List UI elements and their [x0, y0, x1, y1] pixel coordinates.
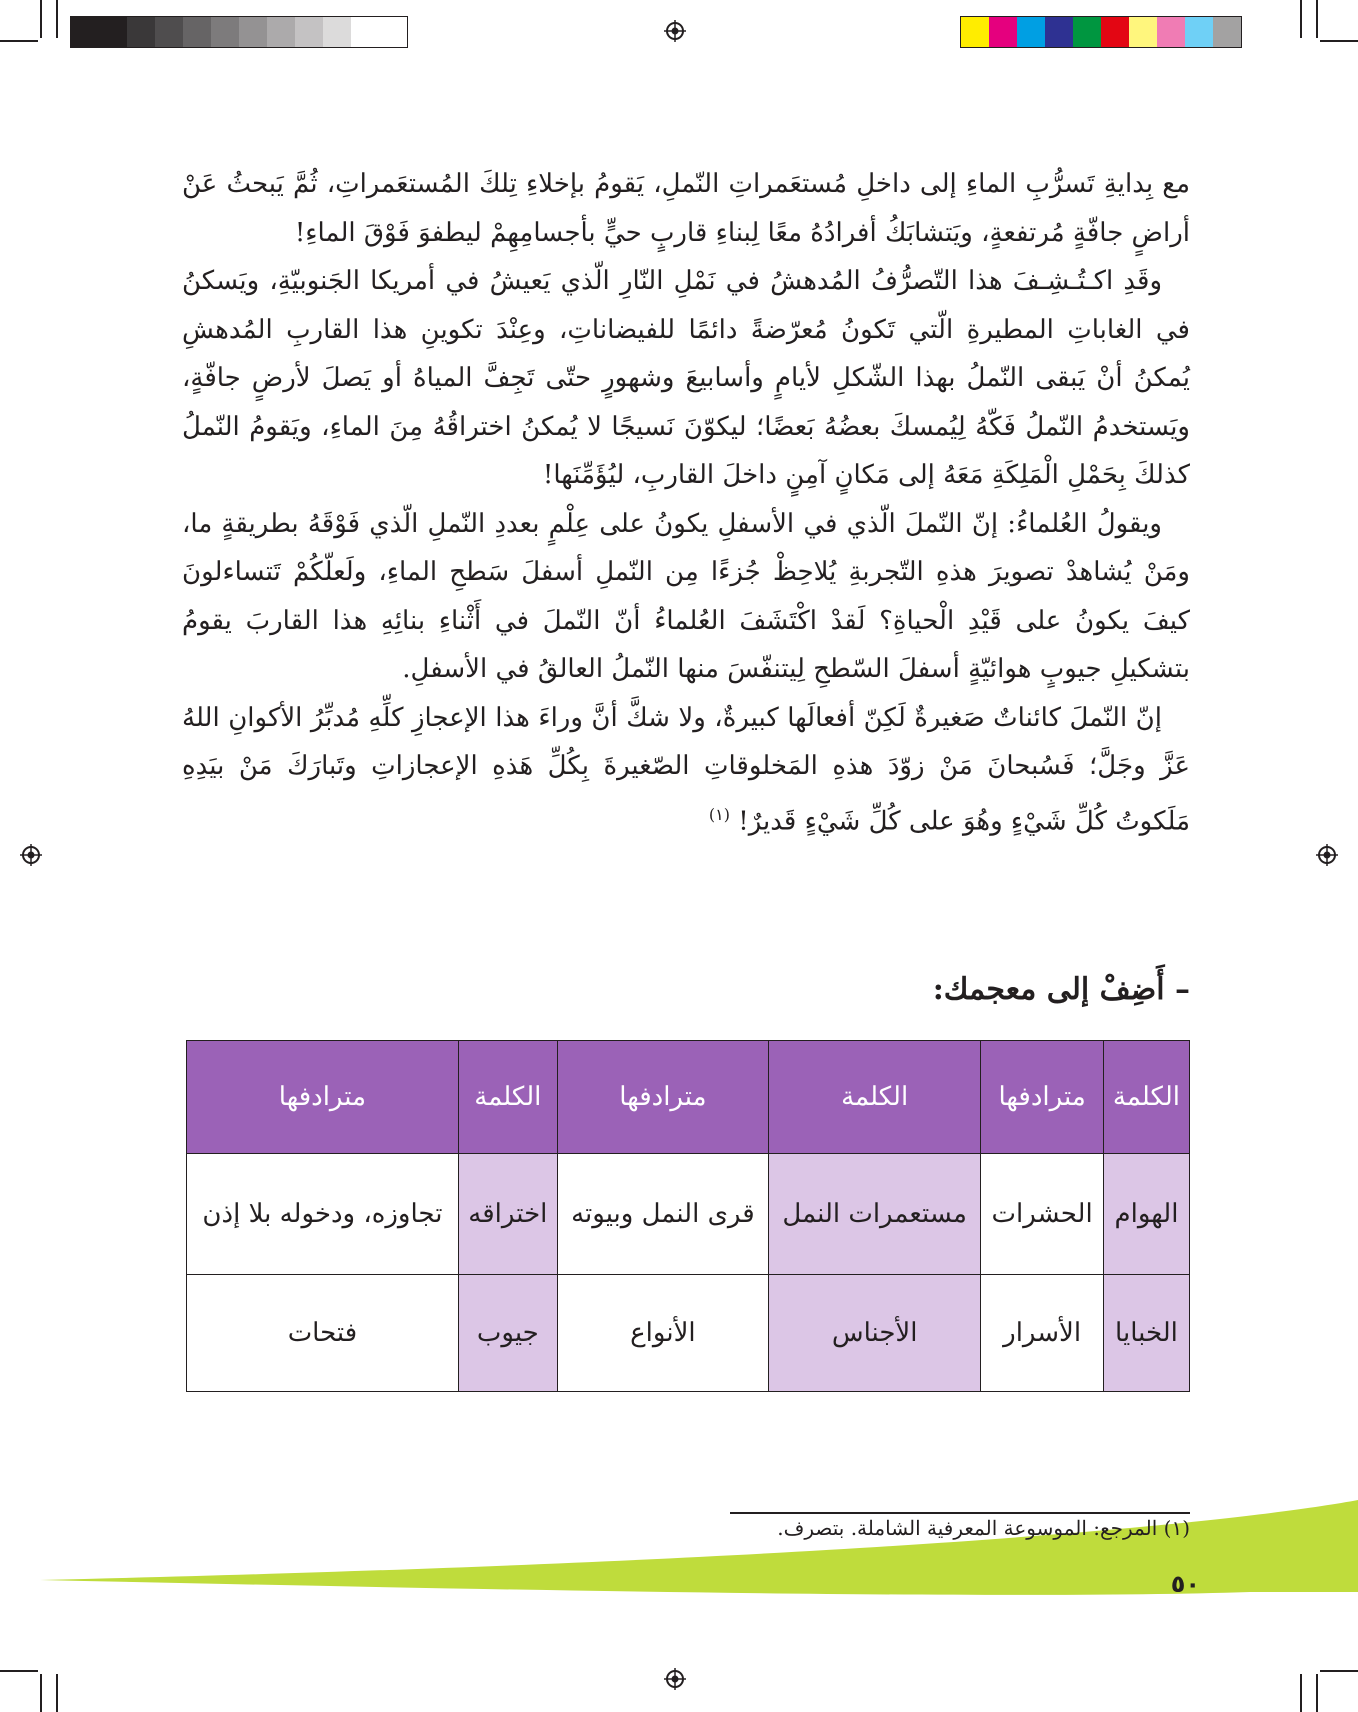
synonym-cell: الأسرار: [981, 1275, 1104, 1392]
table-row: [187, 1154, 1190, 1275]
header-synonym: مترادفها: [557, 1041, 768, 1154]
synonym-cell: تجاوزه، ودخوله بلا إذن: [187, 1154, 459, 1275]
header-synonym: مترادفها: [187, 1041, 459, 1154]
header-word: الكلمة: [458, 1041, 557, 1154]
table-row: [187, 1275, 1190, 1392]
paragraph: وقَدِ اكـتُـشِـفَ هذا التّصرُّفُ المُدهشُ في نَمْلِ النّارِ الّذي يَعيشُ في أمريكا الجَنوبيّةِ، ويَسكنُ في الغاباتِ المطيرةِ الّتي تَكونُ مُعرّضةً دائمًا للفيضاناتِ، وعِنْدَ تكوينِ هذا القاربِ المُدهشِ يُمكنُ أنْ يَبقى النّملُ بهذا الشّكلِ لأيامٍ وأسابيعَ وشهورٍ حتّى تَجِفَّ المياهُ أو يَصلَ لأرضٍ جافّةٍ، ويَستخدمُ النّملُ فَكّهُ لِيُمسكَ بعضُهُ بَعضًا؛ ليكوّنَ نَسيجًا لا يُمكنُ اختراقُهُ مِنَ الماءِ، ويَقومُ النّملُ كذلكَ بِحَمْلِ الْمَلِكَةِ مَعَهُ إلى مَكانٍ آمِنٍ داخلَ القاربِ، ليُؤَمِّنَها!: [182, 266, 1190, 490]
word-cell: الخبايا: [1103, 1275, 1189, 1392]
header-word: الكلمة: [1103, 1041, 1189, 1154]
vocabulary-table: [186, 1040, 1190, 1392]
article-body: [182, 160, 1190, 846]
paragraph-text: إنّ النّملَ كائناتٌ صَغيرةٌ لَكِنّ أفعالَها كبيرةٌ، ولا شكَّ أنَّ وراءَ هذا الإعجازِ كلِّهِ مُدبِّرُ الأكوانِ اللهُ عَزَّ وجَلَّ؛ فَسُبحانَ مَنْ زوّدَ هذهِ المَخلوقاتِ الصّغيرةَ بِكُلِّ هَذهِ الإعجازاتِ وتَبارَكَ مَنْ بيَدِهِ مَلَكوتُ كُلِّ شَيْءٍ وهُوَ على كُلِّ شَيْءٍ قَديرٌ!: [182, 702, 1190, 837]
paragraph: ويقولُ العُلماءُ: إنّ النّملَ الّذي في الأسفلِ يكونُ على عِلْمٍ بعددِ النّملِ الّذي فَوْقَهُ بطريقةٍ ما، ومَنْ يُشاهدْ تصويرَ هذهِ التّجربةِ يُلاحِظْ جُزءًا مِن النّملِ أسفلَ سَطحِ الماءِ، ولَعلّكُمْ تَتساءلونَ كيفَ يكونُ على قَيْدِ الْحياةِ؟ لَقدْ اكْتَشَفَ العُلماءُ أنّ النّملَ في أَثْناءِ بنائِهِ هذا القاربَ يقومُ بتشكيلِ جيوبٍ هوائيّةٍ أسفلَ السّطحِ لِيتنفّسَ منها النّملُ العالقُ في الأسفلِ.: [182, 508, 1190, 684]
word-cell: مستعمرات النمل: [769, 1154, 981, 1275]
word-cell: اختراقه: [458, 1154, 557, 1275]
paragraph: مع بِدايةِ تَسرُّبِ الماءِ إلى داخلِ مُستعَمراتِ النّملِ، يَقومُ بإخلاءِ تِلكَ المُستعَمراتِ، ثُمَّ يَبحثُ عَنْ أراضٍ جافّةٍ مُرتفعةٍ، ويَتشابَكُ أفرادُهُ معًا لِبناءِ قاربٍ حيٍّ بأجسامِهِمْ ليطفوَ فَوْقَ الماءِ!: [182, 169, 1190, 248]
word-cell: جيوب: [458, 1275, 557, 1392]
header-word: الكلمة: [769, 1041, 981, 1154]
footnote-divider: [730, 1512, 1190, 1514]
word-cell: الهوام: [1103, 1154, 1189, 1275]
section-heading: – أَضِفْ إلى معجمك:: [932, 972, 1190, 1007]
page-number: ٥٠: [1170, 1570, 1200, 1598]
footnote: (١) المرجع: الموسوعة المعرفية الشاملة. بتصرف.: [777, 1516, 1190, 1540]
header-synonym: مترادفها: [981, 1041, 1104, 1154]
paragraph: [182, 694, 1190, 846]
word-cell: الأجناس: [769, 1275, 981, 1392]
footnote-reference: (١): [708, 804, 730, 824]
synonym-cell: فتحات: [187, 1275, 459, 1392]
synonym-cell: قرى النمل وبيوته: [557, 1154, 768, 1275]
synonym-cell: الأنواع: [557, 1275, 768, 1392]
synonym-cell: الحشرات: [981, 1154, 1104, 1275]
table-header-row: [187, 1041, 1190, 1154]
